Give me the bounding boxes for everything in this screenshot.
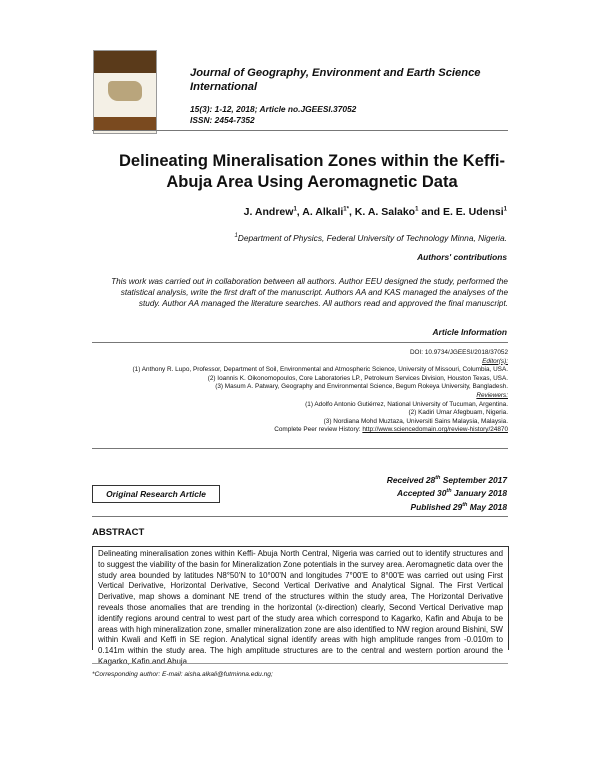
author-sup: 1 [503,206,507,213]
editor-item: (3) Masum A. Patwary, Geography and Environmental Science, Begum Rokeya University, Bangladesh. [215,383,508,391]
article-type-box: Original Research Article [92,485,220,503]
doi: DOI: 10.9734/JGEESI/2018/37052 [409,349,508,356]
editors-label: Editor(s): [482,357,508,365]
issn-line: ISSN: 2454-7352 [190,115,255,125]
paper-title: Delineating Mineralisation Zones within the Keffi-Abuja Area Using Aeromagnetic Data [119,152,505,191]
affiliation-text: Department of Physics, Federal University of Technology Minna, Nigeria. [237,233,507,243]
published-date: Published 29th May 2018 [410,501,507,512]
received-date: Received 28th September 2017 [386,474,507,485]
peer-review-link[interactable]: http://www.sciencedomain.org/review-history/24870 [362,426,508,434]
info-bottom-rule [92,448,508,449]
reviewer-item: (3) Nordiana Mohd Muztaza, Universiti Sains Malaysia, Malaysia. [323,417,508,425]
author-sup: 1* [343,206,349,213]
abstract-heading: ABSTRACT [92,527,145,538]
abstract-text: Delineating mineralisation zones within Keffi- Abuja North Central, Nigeria was carried out to identify structures and to suggest the viability of the basin for Mineralization Zone potentials in the survey area. Aeromagnetic data over the study area bounded by latitudes N8°50'N to 10°00'N and longitudes 7°00'E to 8°00'E was carried out using First Vertical Derivative, Horizontal Derivative, Second Vertical Derivative and Analytical Signal. The First Vertical Derivative, map shows a dominant NE trend of the structures within the study area, The Horizontal Derivative reveals those anomalies that are trending in the horizontal (x-direction) clearly, Second Vertical Derivative map identify regions around central to west part of the study area which correspond to Kagarko, Kafin and Abuja to be areas with high mineralization zone, smaller mineralization zone are also identified to NW region around Bishini, SW within Kwali and Keffi in SE region. Analytical signal identify areas with high amplitude ranges from -0.010m to 0.141m within the study area. The high amplitude structures are to the central and western portion around the Kagarko, Kafin and Abuja [92,546,509,650]
corresponding-author-footnote: *Corresponding author: E-mail: aisha.alkali@futminna.edu.ng; [92,671,273,678]
author-name: J. Andrew [243,206,294,218]
journal-name: Journal of Geography, Environment and Earth Science International [190,67,481,93]
affiliation [234,233,507,243]
abstract-top-rule [92,516,508,517]
peer-review-history [92,426,508,435]
editor-item: (1) Anthony R. Lupo, Professor, Department of Soil, Environmental and Atmospheric Science, University of Missouri, Columbia, USA. [132,366,508,374]
author-sup: 1 [415,206,419,213]
article-info-rule [92,342,508,343]
reviewer-item: (2) Kadiri Umar Afegbuam, Nigeria. [408,409,508,417]
author-sup: 1 [293,206,297,213]
affiliation-sup: 1 [234,233,238,240]
citation-line: 15(3): 1-12, 2018; Article no.JGEESI.37052 [190,104,357,114]
article-info-heading: Article Information [432,327,507,337]
author-name: K. A. Salako [354,206,416,218]
reviewer-item: (1) Adolfo Antonio Gutiérrez, National University of Tucuman, Argentina. [305,400,508,408]
author-list: J. Andrew$^1$, A. Alkali$^{1*}$, K. A. Salako$^1$ and E. E. Udensi$^1$ [243,206,507,218]
footnote-rule [92,663,508,664]
peer-review-label: Complete Peer review History: [274,426,361,434]
reviewers-label: Reviewers: [476,391,508,399]
author-name: A. Alkali [302,206,344,218]
contributions-text: This work was carried out in collaboration between all authors. Author EEU designed the study, performed the statistical analysis, write the first draft of the manuscript. Authors AA and KAS managed the analyses of the study. Author AA managed the literature searches. All authors read and approved the final manuscript. [111,277,508,308]
journal-logo [93,50,157,134]
journal-citation [190,104,356,126]
author-name: E. E. Udensi [442,206,504,218]
editor-item: (2) Ioannis K. Oikonomopoulos, Core Laboratories LP., Petroleum Services Division, Houston Texas, USA. [207,374,508,382]
contributions-heading: Authors' contributions [417,252,507,262]
accepted-date: Accepted 30th January 2018 [397,488,507,499]
article-info-block [92,349,508,435]
header-rule [92,130,508,131]
publication-dates [387,473,507,513]
